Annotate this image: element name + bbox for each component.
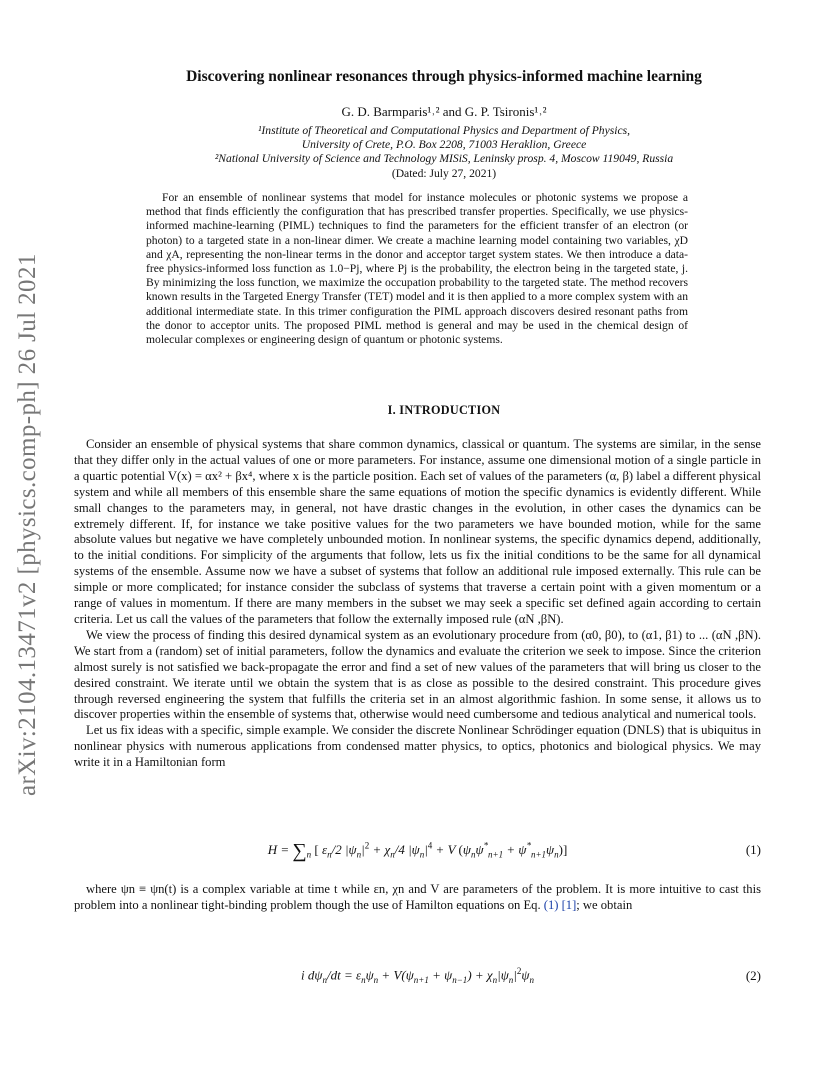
authors: G. D. Barmparis¹˒² and G. P. Tsironis¹˒² <box>341 104 547 119</box>
paragraph-text: where ψn ≡ ψn(t) is a complex variable at time t while εn, χn and V are parameters of the problem. It is more intuitive to cast this problem into a nonlinear tight-binding problem though the use of Hamilton equations on Eq. <box>74 882 761 912</box>
equation-2 <box>74 958 761 994</box>
affiliations <box>60 124 828 167</box>
after-equation-1 <box>74 882 761 914</box>
equation-1 <box>74 836 761 870</box>
paper-title: Discovering nonlinear resonances through physics-informed machine learning <box>186 68 702 85</box>
arxiv-side-stamp: arXiv:2104.13471v2 [physics.comp-ph] 26 Jul 2021 <box>14 253 41 797</box>
paragraph: We view the process of finding this desired dynamical system as an evolutionary procedure from (α0, β0), to (α1, β1) to ... (αN ,βN). We start from a (random) set of initial parameters, follow the dynamics and evaluate the criterion we seek to impose. Since the criterion almost surely is not satisfied we back-propagate the error and find a set of new values of the parameters that will bring us closer to the desired constraint. We iterate until we obtain the system that is as close as possible to the desired constraint. This procedure gives through reversed engineering the system that fulfills the criteria set in an almost algorithmic fashion. In some sense, it allows us to discover properties within the ensemble of systems that, otherwise would need cumbersome and tedious analytical and numerical tools. <box>74 627 761 722</box>
equation-1-formula: $H = \sum_n$ [ $\varepsilon_n/2$ $|\psi_n|^2 + \chi_n/4$ $|\psi_n|^4 + V$ $(\psi_n\psi^*_{n+1} + \psi^*_{n+1}\psi_n)$] <box>267 840 568 862</box>
affiliation-line: ²National University of Science and Technology MISiS, Leninsky prosp. 4, Moscow 119049, Russia <box>214 152 674 166</box>
affiliation-line: ¹Institute of Theoretical and Computational Physics and Department of Physics, <box>257 124 631 137</box>
abstract: For an ensemble of nonlinear systems that model for instance molecules or photonic systems we propose a method that finds efficiently the configuration that has prescribed transfer properties. Specifically, we use physics-informed machine-learning (PIML) techniques to find the parameters for the efficient transfer of an electron (or photon) to a targeted state in a non-linear dimer. We create a machine learning model containing two variables, χD and χA, representing the non-linear terms in the donor and acceptor target system states. We then introduce a data-free physics-informed loss function as 1.0−Pj, where Pj is the probability, the electron being in the targeted state, j. By minimizing the loss function, we maximize the occupation probability to the targeted state. The method recovers known results in the Targeted Energy Transfer (TET) model and it is then applied to a more complex system with an additional intermediate state. In this trimer configuration the PIML approach discovers desired resonant paths from the donor to acceptor units. The proposed PIML method is general and may be used in the chemical design of molecular complexes or engineering design of quantum or photonic systems. <box>146 191 688 347</box>
citation-link[interactable]: [1] <box>561 897 577 912</box>
equation-2-number: (2) <box>745 968 761 983</box>
date-line: (Dated: July 27, 2021) <box>391 167 497 180</box>
paragraph: Consider an ensemble of physical systems that share common dynamics, classical or quantum. The systems are similar, in the sense that they differ only in the actual values of one or more parameters. For instance, assume one dimensional motion of a single particle in a quartic potential V(x) = αx² + βx⁴, where x is the particle position. Each set of values of the parameters (α, β) label a different physical system and while all members of this ensemble share the same equations of motion the specific dynamics is evidently different. While small changes to the parameters may, in general, not have drastic changes in the evolution, in other cases the dynamics can be extremely different. If, for instance we take positive values for the two parameters we have bounded motion, while for the same absolute values but negative we have completely unbounded motion. In nonlinear systems, the specific dynamics depend, additionally, to the initial conditions. For simplicity of the arguments that follow, lets us fix the initial conditions to be the same for all dynamical systems of the ensemble. Assume now we have a subset of systems that follow an additional rule imposed externally. This rule can be simple or more complicated; for instance consider the subclass of systems that traverse a certain point with a given momentum or a range of values in momentum. If there are many members in the subset we may seek a specific set defined again according to certain criteria. Let us call the values of the parameters that follow the externally imposed rule (αN ,βN). <box>74 437 761 626</box>
paragraph: Let us fix ideas with a specific, simple example. We consider the discrete Nonlinear Schrödinger equation (DNLS) that is ubiquitus in nonlinear physics with numerous applications from condensed matter physics, to optics, photonics and biological physics. We may write it in a Hamiltonian form <box>74 723 761 770</box>
affiliation-line: University of Crete, P.O. Box 2208, 71003 Heraklion, Greece <box>301 138 587 152</box>
equation-2-formula: i $d\psi_n/dt = \varepsilon_n\psi_n + V(\psi_{n+1} + \psi_{n-1}) + \chi_n|\psi_n|^2\psi_n$ <box>301 966 534 985</box>
paragraph <box>74 882 761 914</box>
paragraph-text: ; we obtain <box>576 897 633 912</box>
intro-body <box>74 437 761 771</box>
section-heading: I. INTRODUCTION <box>387 403 501 417</box>
equation-1-number: (1) <box>745 842 761 857</box>
equation-ref-link[interactable]: (1) <box>543 897 559 912</box>
